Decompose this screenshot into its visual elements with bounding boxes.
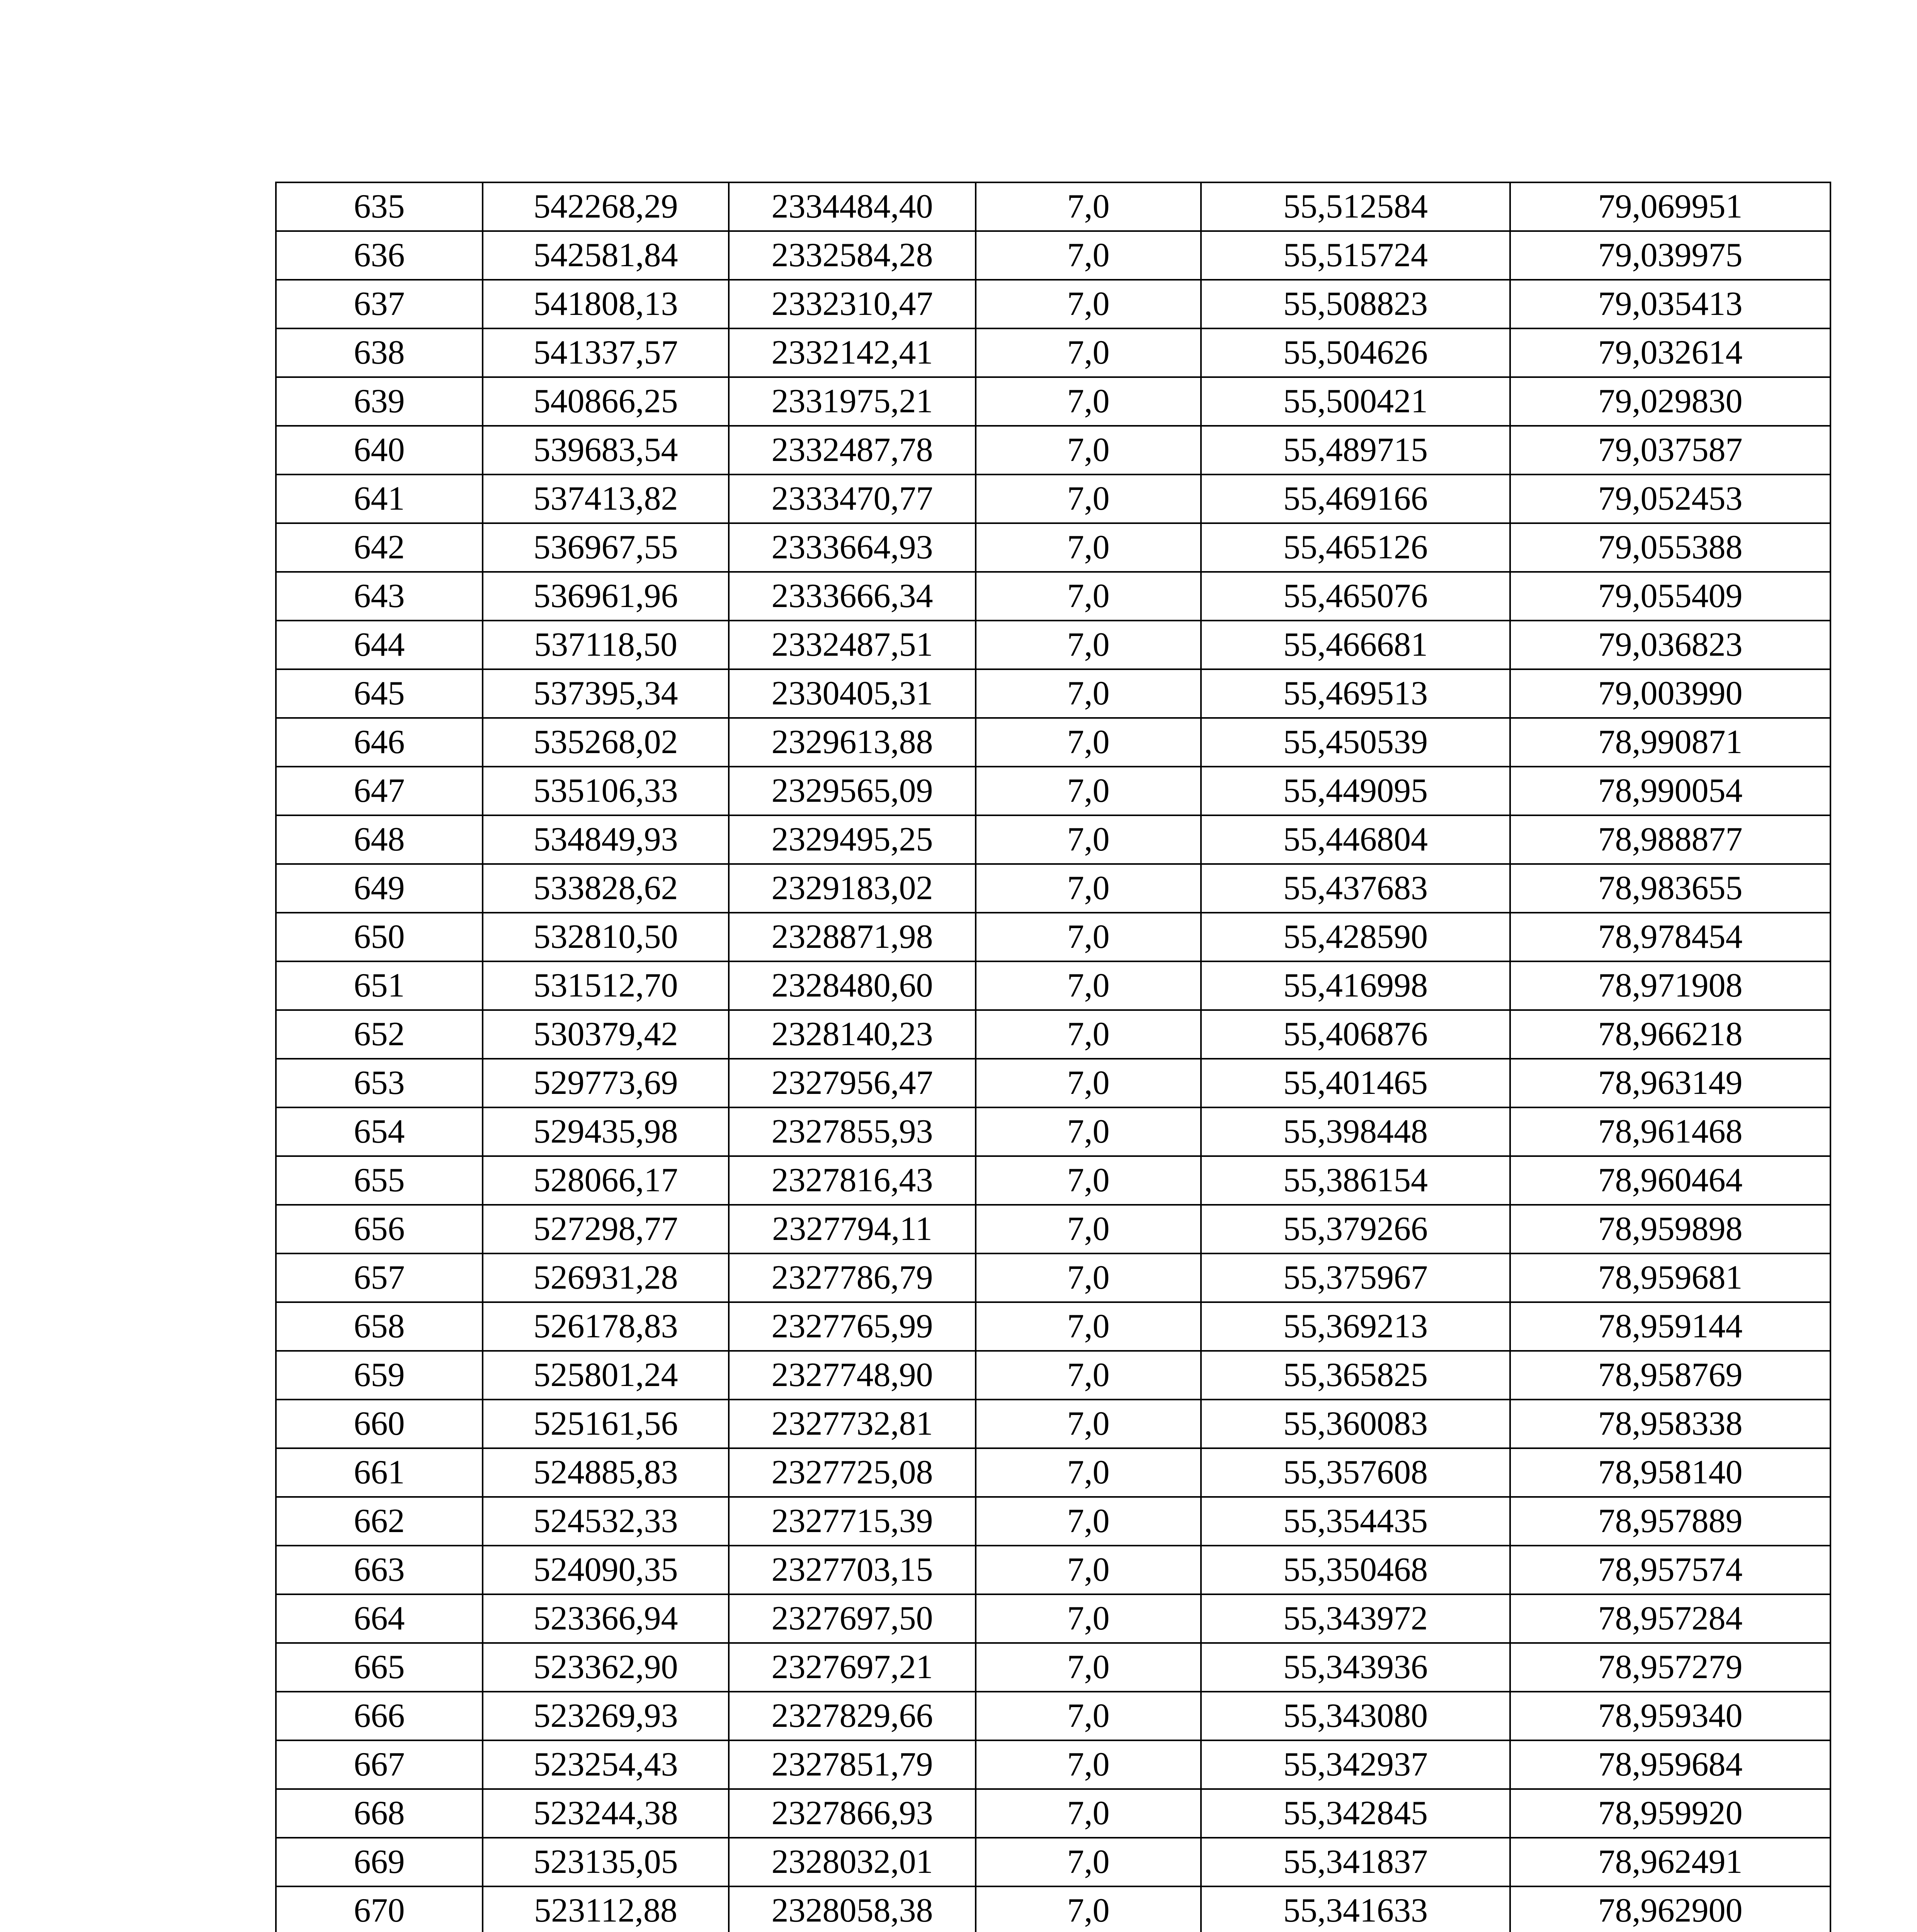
value-cell: 7,0	[976, 1059, 1201, 1107]
latitude-cell: 55,369213	[1201, 1302, 1510, 1351]
x-coordinate-cell: 523244,38	[483, 1789, 729, 1838]
value-cell: 7,0	[976, 474, 1201, 523]
longitude-cell: 78,963149	[1510, 1059, 1830, 1107]
table-row	[276, 1253, 1830, 1302]
y-coordinate-cell: 2327816,43	[729, 1156, 976, 1205]
latitude-cell: 55,360083	[1201, 1400, 1510, 1448]
y-coordinate-cell: 2334484,40	[729, 182, 976, 231]
y-coordinate-cell: 2329565,09	[729, 767, 976, 815]
y-coordinate-cell: 2327866,93	[729, 1789, 976, 1838]
value-cell: 7,0	[976, 572, 1201, 621]
y-coordinate-cell: 2332487,51	[729, 621, 976, 669]
x-coordinate-cell: 525161,56	[483, 1400, 729, 1448]
y-coordinate-cell: 2327715,39	[729, 1497, 976, 1546]
point-number-cell: 655	[276, 1156, 483, 1205]
table-row	[276, 572, 1830, 621]
longitude-cell: 79,039975	[1510, 231, 1830, 280]
latitude-cell: 55,469166	[1201, 474, 1510, 523]
point-number-cell: 670	[276, 1886, 483, 1932]
point-number-cell: 668	[276, 1789, 483, 1838]
value-cell: 7,0	[976, 1448, 1201, 1497]
latitude-cell: 55,406876	[1201, 1010, 1510, 1059]
x-coordinate-cell: 523112,88	[483, 1886, 729, 1932]
table-row	[276, 718, 1830, 767]
longitude-cell: 79,052453	[1510, 474, 1830, 523]
x-coordinate-cell: 523362,90	[483, 1643, 729, 1692]
longitude-cell: 78,959920	[1510, 1789, 1830, 1838]
y-coordinate-cell: 2330405,31	[729, 669, 976, 718]
table-row	[276, 1838, 1830, 1886]
point-number-cell: 666	[276, 1692, 483, 1740]
value-cell: 7,0	[976, 1740, 1201, 1789]
x-coordinate-cell: 535106,33	[483, 767, 729, 815]
longitude-cell: 78,958769	[1510, 1351, 1830, 1400]
point-number-cell: 643	[276, 572, 483, 621]
point-number-cell: 661	[276, 1448, 483, 1497]
y-coordinate-cell: 2333470,77	[729, 474, 976, 523]
table-row	[276, 1107, 1830, 1156]
longitude-cell: 79,032614	[1510, 328, 1830, 377]
value-cell: 7,0	[976, 864, 1201, 913]
value-cell: 7,0	[976, 767, 1201, 815]
longitude-cell: 78,958140	[1510, 1448, 1830, 1497]
y-coordinate-cell: 2327748,90	[729, 1351, 976, 1400]
latitude-cell: 55,398448	[1201, 1107, 1510, 1156]
point-number-cell: 658	[276, 1302, 483, 1351]
x-coordinate-cell: 540866,25	[483, 377, 729, 426]
y-coordinate-cell: 2327697,50	[729, 1594, 976, 1643]
y-coordinate-cell: 2328140,23	[729, 1010, 976, 1059]
value-cell: 7,0	[976, 1253, 1201, 1302]
x-coordinate-cell: 528066,17	[483, 1156, 729, 1205]
latitude-cell: 55,504626	[1201, 328, 1510, 377]
latitude-cell: 55,449095	[1201, 767, 1510, 815]
point-number-cell: 653	[276, 1059, 483, 1107]
y-coordinate-cell: 2329613,88	[729, 718, 976, 767]
y-coordinate-cell: 2327794,11	[729, 1205, 976, 1253]
table-row	[276, 1448, 1830, 1497]
y-coordinate-cell: 2327829,66	[729, 1692, 976, 1740]
point-number-cell: 640	[276, 426, 483, 474]
value-cell: 7,0	[976, 182, 1201, 231]
x-coordinate-cell: 529435,98	[483, 1107, 729, 1156]
point-number-cell: 659	[276, 1351, 483, 1400]
x-coordinate-cell: 542268,29	[483, 182, 729, 231]
point-number-cell: 660	[276, 1400, 483, 1448]
point-number-cell: 647	[276, 767, 483, 815]
value-cell: 7,0	[976, 1789, 1201, 1838]
longitude-cell: 78,971908	[1510, 961, 1830, 1010]
value-cell: 7,0	[976, 718, 1201, 767]
value-cell: 7,0	[976, 1497, 1201, 1546]
value-cell: 7,0	[976, 1643, 1201, 1692]
table-row	[276, 474, 1830, 523]
longitude-cell: 79,029830	[1510, 377, 1830, 426]
longitude-cell: 78,961468	[1510, 1107, 1830, 1156]
value-cell: 7,0	[976, 1838, 1201, 1886]
table-row	[276, 1643, 1830, 1692]
value-cell: 7,0	[976, 1400, 1201, 1448]
longitude-cell: 78,983655	[1510, 864, 1830, 913]
y-coordinate-cell: 2327851,79	[729, 1740, 976, 1789]
longitude-cell: 78,978454	[1510, 913, 1830, 961]
point-number-cell: 644	[276, 621, 483, 669]
y-coordinate-cell: 2327786,79	[729, 1253, 976, 1302]
table-row	[276, 231, 1830, 280]
value-cell: 7,0	[976, 523, 1201, 572]
x-coordinate-cell: 524885,83	[483, 1448, 729, 1497]
longitude-cell: 79,036823	[1510, 621, 1830, 669]
x-coordinate-cell: 535268,02	[483, 718, 729, 767]
latitude-cell: 55,341633	[1201, 1886, 1510, 1932]
x-coordinate-cell: 523135,05	[483, 1838, 729, 1886]
longitude-cell: 78,990054	[1510, 767, 1830, 815]
value-cell: 7,0	[976, 280, 1201, 328]
table-row	[276, 523, 1830, 572]
table-row	[276, 328, 1830, 377]
longitude-cell: 78,959898	[1510, 1205, 1830, 1253]
longitude-cell: 79,055388	[1510, 523, 1830, 572]
y-coordinate-cell: 2328058,38	[729, 1886, 976, 1932]
x-coordinate-cell: 525801,24	[483, 1351, 729, 1400]
value-cell: 7,0	[976, 1205, 1201, 1253]
longitude-cell: 78,962900	[1510, 1886, 1830, 1932]
y-coordinate-cell: 2329183,02	[729, 864, 976, 913]
value-cell: 7,0	[976, 328, 1201, 377]
point-number-cell: 650	[276, 913, 483, 961]
table-row	[276, 1497, 1830, 1546]
y-coordinate-cell: 2332142,41	[729, 328, 976, 377]
longitude-cell: 78,966218	[1510, 1010, 1830, 1059]
y-coordinate-cell: 2333666,34	[729, 572, 976, 621]
latitude-cell: 55,469513	[1201, 669, 1510, 718]
point-number-cell: 656	[276, 1205, 483, 1253]
table-row	[276, 1789, 1830, 1838]
latitude-cell: 55,343080	[1201, 1692, 1510, 1740]
coordinate-table-body	[276, 182, 1830, 1932]
longitude-cell: 78,959144	[1510, 1302, 1830, 1351]
table-row	[276, 1302, 1830, 1351]
point-number-cell: 638	[276, 328, 483, 377]
x-coordinate-cell: 524090,35	[483, 1546, 729, 1594]
table-row	[276, 1205, 1830, 1253]
y-coordinate-cell: 2327725,08	[729, 1448, 976, 1497]
y-coordinate-cell: 2327956,47	[729, 1059, 976, 1107]
latitude-cell: 55,365825	[1201, 1351, 1510, 1400]
table-row	[276, 669, 1830, 718]
value-cell: 7,0	[976, 1594, 1201, 1643]
value-cell: 7,0	[976, 426, 1201, 474]
longitude-cell: 78,990871	[1510, 718, 1830, 767]
x-coordinate-cell: 526178,83	[483, 1302, 729, 1351]
value-cell: 7,0	[976, 1351, 1201, 1400]
point-number-cell: 652	[276, 1010, 483, 1059]
value-cell: 7,0	[976, 669, 1201, 718]
point-number-cell: 646	[276, 718, 483, 767]
point-number-cell: 664	[276, 1594, 483, 1643]
point-number-cell: 635	[276, 182, 483, 231]
longitude-cell: 78,962491	[1510, 1838, 1830, 1886]
latitude-cell: 55,343972	[1201, 1594, 1510, 1643]
point-number-cell: 645	[276, 669, 483, 718]
table-row	[276, 767, 1830, 815]
table-row	[276, 182, 1830, 231]
longitude-cell: 79,003990	[1510, 669, 1830, 718]
x-coordinate-cell: 537413,82	[483, 474, 729, 523]
longitude-cell: 78,959681	[1510, 1253, 1830, 1302]
latitude-cell: 55,350468	[1201, 1546, 1510, 1594]
value-cell: 7,0	[976, 1107, 1201, 1156]
longitude-cell: 79,035413	[1510, 280, 1830, 328]
y-coordinate-cell: 2332487,78	[729, 426, 976, 474]
point-number-cell: 637	[276, 280, 483, 328]
x-coordinate-cell: 541808,13	[483, 280, 729, 328]
x-coordinate-cell: 533828,62	[483, 864, 729, 913]
longitude-cell: 78,988877	[1510, 815, 1830, 864]
value-cell: 7,0	[976, 621, 1201, 669]
y-coordinate-cell: 2328871,98	[729, 913, 976, 961]
longitude-cell: 78,958338	[1510, 1400, 1830, 1448]
x-coordinate-cell: 534849,93	[483, 815, 729, 864]
table-row	[276, 1010, 1830, 1059]
latitude-cell: 55,446804	[1201, 815, 1510, 864]
y-coordinate-cell: 2332584,28	[729, 231, 976, 280]
x-coordinate-cell: 531512,70	[483, 961, 729, 1010]
x-coordinate-cell: 523269,93	[483, 1692, 729, 1740]
value-cell: 7,0	[976, 913, 1201, 961]
longitude-cell: 78,957284	[1510, 1594, 1830, 1643]
x-coordinate-cell: 537118,50	[483, 621, 729, 669]
latitude-cell: 55,379266	[1201, 1205, 1510, 1253]
y-coordinate-cell: 2333664,93	[729, 523, 976, 572]
table-row	[276, 815, 1830, 864]
x-coordinate-cell: 526931,28	[483, 1253, 729, 1302]
latitude-cell: 55,489715	[1201, 426, 1510, 474]
point-number-cell: 636	[276, 231, 483, 280]
y-coordinate-cell: 2327697,21	[729, 1643, 976, 1692]
value-cell: 7,0	[976, 377, 1201, 426]
x-coordinate-cell: 539683,54	[483, 426, 729, 474]
point-number-cell: 651	[276, 961, 483, 1010]
value-cell: 7,0	[976, 815, 1201, 864]
point-number-cell: 662	[276, 1497, 483, 1546]
point-number-cell: 649	[276, 864, 483, 913]
table-row	[276, 1886, 1830, 1932]
table-row	[276, 1546, 1830, 1594]
x-coordinate-cell: 541337,57	[483, 328, 729, 377]
longitude-cell: 78,959340	[1510, 1692, 1830, 1740]
latitude-cell: 55,354435	[1201, 1497, 1510, 1546]
longitude-cell: 78,957574	[1510, 1546, 1830, 1594]
latitude-cell: 55,465076	[1201, 572, 1510, 621]
value-cell: 7,0	[976, 1010, 1201, 1059]
longitude-cell: 79,037587	[1510, 426, 1830, 474]
x-coordinate-cell: 537395,34	[483, 669, 729, 718]
y-coordinate-cell: 2327703,15	[729, 1546, 976, 1594]
table-row	[276, 377, 1830, 426]
table-row	[276, 280, 1830, 328]
value-cell: 7,0	[976, 231, 1201, 280]
table-row	[276, 426, 1830, 474]
x-coordinate-cell: 527298,77	[483, 1205, 729, 1253]
latitude-cell: 55,512584	[1201, 182, 1510, 231]
y-coordinate-cell: 2328032,01	[729, 1838, 976, 1886]
table-row	[276, 1351, 1830, 1400]
y-coordinate-cell: 2327732,81	[729, 1400, 976, 1448]
value-cell: 7,0	[976, 1886, 1201, 1932]
latitude-cell: 55,341837	[1201, 1838, 1510, 1886]
table-row	[276, 1059, 1830, 1107]
longitude-cell: 78,960464	[1510, 1156, 1830, 1205]
x-coordinate-cell: 529773,69	[483, 1059, 729, 1107]
x-coordinate-cell: 530379,42	[483, 1010, 729, 1059]
table-row	[276, 1740, 1830, 1789]
table-row	[276, 913, 1830, 961]
value-cell: 7,0	[976, 1546, 1201, 1594]
latitude-cell: 55,357608	[1201, 1448, 1510, 1497]
point-number-cell: 663	[276, 1546, 483, 1594]
latitude-cell: 55,343936	[1201, 1643, 1510, 1692]
longitude-cell: 78,957279	[1510, 1643, 1830, 1692]
table-row	[276, 621, 1830, 669]
table-row	[276, 1400, 1830, 1448]
point-number-cell: 657	[276, 1253, 483, 1302]
table-row	[276, 864, 1830, 913]
x-coordinate-cell: 523366,94	[483, 1594, 729, 1643]
latitude-cell: 55,466681	[1201, 621, 1510, 669]
value-cell: 7,0	[976, 1302, 1201, 1351]
point-number-cell: 641	[276, 474, 483, 523]
latitude-cell: 55,500421	[1201, 377, 1510, 426]
longitude-cell: 79,069951	[1510, 182, 1830, 231]
value-cell: 7,0	[976, 1156, 1201, 1205]
point-number-cell: 648	[276, 815, 483, 864]
latitude-cell: 55,508823	[1201, 280, 1510, 328]
point-number-cell: 669	[276, 1838, 483, 1886]
table-row	[276, 1594, 1830, 1643]
y-coordinate-cell: 2328480,60	[729, 961, 976, 1010]
point-number-cell: 667	[276, 1740, 483, 1789]
y-coordinate-cell: 2331975,21	[729, 377, 976, 426]
x-coordinate-cell: 524532,33	[483, 1497, 729, 1546]
latitude-cell: 55,450539	[1201, 718, 1510, 767]
table-row	[276, 961, 1830, 1010]
longitude-cell: 78,959684	[1510, 1740, 1830, 1789]
table-row	[276, 1692, 1830, 1740]
latitude-cell: 55,428590	[1201, 913, 1510, 961]
x-coordinate-cell: 536967,55	[483, 523, 729, 572]
y-coordinate-cell: 2329495,25	[729, 815, 976, 864]
point-number-cell: 654	[276, 1107, 483, 1156]
longitude-cell: 78,957889	[1510, 1497, 1830, 1546]
latitude-cell: 55,342937	[1201, 1740, 1510, 1789]
y-coordinate-cell: 2327765,99	[729, 1302, 976, 1351]
point-number-cell: 642	[276, 523, 483, 572]
value-cell: 7,0	[976, 961, 1201, 1010]
latitude-cell: 55,386154	[1201, 1156, 1510, 1205]
latitude-cell: 55,401465	[1201, 1059, 1510, 1107]
coordinate-table	[275, 182, 1831, 1932]
latitude-cell: 55,342845	[1201, 1789, 1510, 1838]
y-coordinate-cell: 2332310,47	[729, 280, 976, 328]
y-coordinate-cell: 2327855,93	[729, 1107, 976, 1156]
value-cell: 7,0	[976, 1692, 1201, 1740]
x-coordinate-cell: 523254,43	[483, 1740, 729, 1789]
latitude-cell: 55,375967	[1201, 1253, 1510, 1302]
x-coordinate-cell: 536961,96	[483, 572, 729, 621]
table-row	[276, 1156, 1830, 1205]
latitude-cell: 55,515724	[1201, 231, 1510, 280]
latitude-cell: 55,437683	[1201, 864, 1510, 913]
x-coordinate-cell: 542581,84	[483, 231, 729, 280]
longitude-cell: 79,055409	[1510, 572, 1830, 621]
latitude-cell: 55,416998	[1201, 961, 1510, 1010]
latitude-cell: 55,465126	[1201, 523, 1510, 572]
point-number-cell: 639	[276, 377, 483, 426]
x-coordinate-cell: 532810,50	[483, 913, 729, 961]
point-number-cell: 665	[276, 1643, 483, 1692]
